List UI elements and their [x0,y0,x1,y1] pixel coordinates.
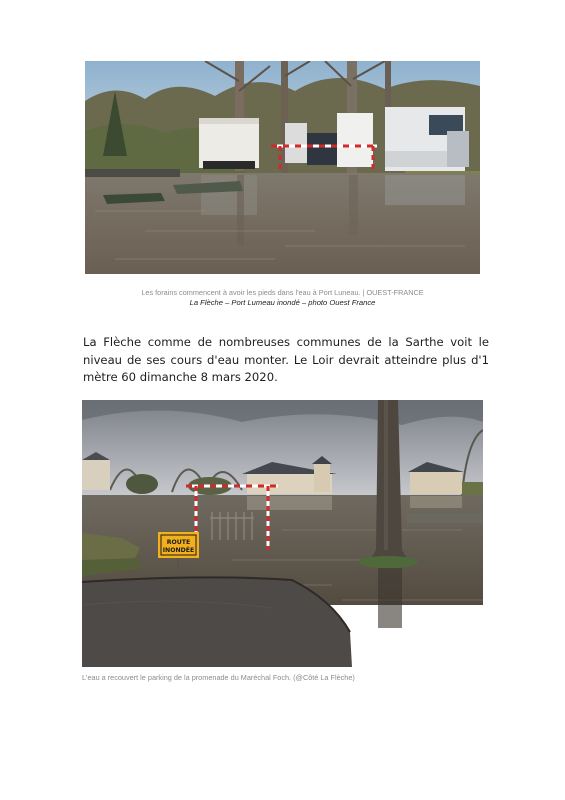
photo1-credit: La Flèche – Port Lumeau inondé – photo Ouest France [189,298,376,307]
photo1-caption: Les forains commencent à avoir les pieds dans l'eau à Port Luneau. | OUEST-FRANCE [141,288,424,297]
flooded-fairground-photo [85,61,480,274]
sign-line2: INONDÉE [162,547,195,554]
photo2-caption: L'eau a recouvert le parking de la promenade du Maréchal Foch. (@Côté La Flèche) [82,673,355,682]
sign-line1: ROUTE [166,539,191,546]
flooded-promenade-photo [82,400,483,667]
article-paragraph: La Flèche comme de nombreuses communes de la Sarthe voit le niveau de ses cours d'eau monter. Le Loir devrait atteindre plus d'1 mètre 60 dimanche 8 mars 2020. [83,335,489,384]
